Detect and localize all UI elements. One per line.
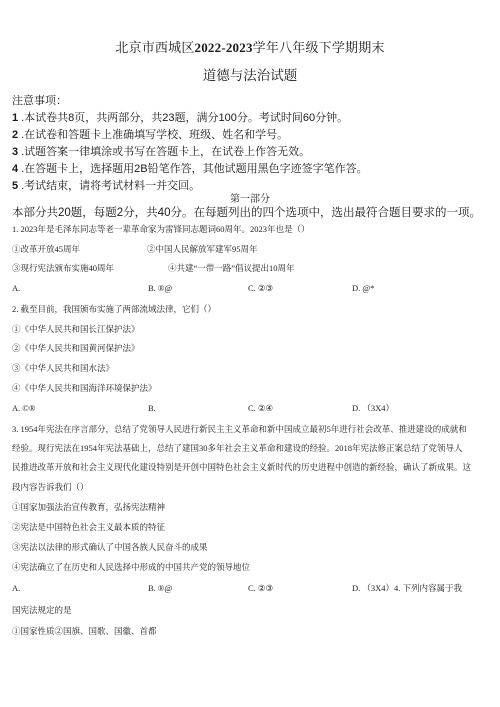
note-item — [12, 129, 288, 141]
note-item-text: .在试卷和答题卡上准确填写学校、班级、姓名和学号。 — [21, 129, 289, 141]
question-3-stem-line: 段内容告诉我们（） — [12, 482, 89, 492]
question-3-stem-line: 经验。现行宪法在1954年宪法基础上，总结了建国30多年社会主义革命和建设的经验。2018年宪法修正案总结了党领导人 — [12, 443, 463, 453]
question-2-stem: 2. 截至目前，我国颁布实施了两部流域法律，它们（） — [12, 304, 217, 314]
question-1-choice-a: A. — [12, 283, 21, 293]
title-grade-term: 学年八年级下学期期末 — [252, 40, 385, 55]
question-2-choice-b: B. — [148, 403, 156, 413]
note-item-number: 4 — [12, 163, 19, 175]
title-year: 2022-2023 — [194, 40, 253, 55]
part-instructions: 本部分共20题，每题2分，共40分。在每题列出的四个选项中，选出最符合题目要求的一项。 — [12, 207, 481, 219]
note-item-text: .本试卷共8页，共两部分，共23题，满分100分。考试时间60分钟。 — [21, 112, 349, 124]
note-item-number: 5 — [12, 180, 19, 192]
question-2-statement: ①《中华人民共和国长江保护法》 — [12, 324, 140, 334]
part-title: 第一部分 — [230, 194, 270, 205]
note-item — [12, 163, 368, 175]
question-2-statement: ④《中华人民共和国海洋环境保护法》 — [12, 383, 157, 393]
question-3-choice-d: D. （3X4）4. 下列内容属于我 — [352, 583, 463, 593]
question-3-statement: ④宪法确立了在历史和人民选择中形成的中国共产党的领导地位 — [12, 562, 251, 572]
question-1-statement: ③现行宪法颁布实施40周年 — [12, 263, 115, 273]
question-3-choice-a: A. — [12, 583, 21, 593]
note-item-number: 1 — [12, 112, 19, 124]
question-2-choice-c: C. ②④ — [248, 403, 274, 413]
question-1-stem: 1. 2023年是毛泽东同志等老一辈革命家为雷锋同志题词60周年。2023年也是（） — [12, 224, 310, 234]
document-title — [0, 41, 500, 55]
note-item-text: .试题答案一律填涂或书写在答题卡上，在试卷上作答无效。 — [21, 146, 311, 158]
note-item-text: .在答题卡上，选择题用2B铅笔作答，其他试题用黑色字迹签字笔作答。 — [21, 163, 368, 175]
notes-heading: 注意事项： — [12, 95, 67, 107]
note-item-text: .考试结束，请将考试材料一并交回。 — [21, 180, 201, 192]
question-2-statement: ③《中华人民共和国水法》 — [12, 363, 115, 373]
question-1-statement: ④共建“一带一路”倡议提出10周年 — [168, 263, 295, 273]
note-item-number: 3 — [12, 146, 19, 158]
question-1-statement: ②中国人民解放军建军95周年 — [147, 244, 258, 254]
question-3-choice-c: C. ②③ — [248, 583, 274, 593]
question-2-statement: ②《中华人民共和国黄河保护法》 — [12, 343, 140, 353]
title-region: 北京市西城区 — [115, 40, 195, 55]
question-1-choice-d: D. @* — [352, 283, 375, 293]
note-item-number: 2 — [12, 129, 19, 141]
question-3-stem-line: 3. 1954年宪法在序言部分，总结了党领导人民进行新民主主义革命和新中国成立最初5年进行社会改革、推进建设的成就和 — [12, 424, 467, 434]
question-3-statement: ③宪法以法律的形式确认了中国各族人民奋斗的成果 — [12, 542, 208, 552]
question-3-stem-line: 民推进改革开放和社会主义现代化建设特别是开创中国特色社会主义新时代的历史进程中创造的新经验，确认了新成果。这 — [12, 462, 472, 472]
question-1-choice-c: C. ②③ — [248, 283, 274, 293]
document-subtitle: 道德与法治试题 — [202, 68, 298, 83]
note-item — [12, 180, 200, 192]
question-2-choice-a: A. ©® — [12, 403, 36, 413]
question-3-statement: ①国家加强法治宣传教育，弘扬宪法精神 — [12, 502, 166, 512]
question-4-statements: ①国家性质②国旗、国歌、国徽、首都 — [12, 626, 157, 636]
note-item — [12, 146, 310, 158]
question-3-choice-b: B. ®@ — [148, 583, 173, 593]
question-1-choice-b: B. ®@ — [148, 283, 173, 293]
question-2-choice-d: D. （3X4） — [352, 403, 395, 413]
question-1-statement: ①改革开放45周年 — [12, 244, 81, 254]
note-item — [12, 112, 348, 124]
question-4-stem-continued: 国宪法规定的是 — [12, 605, 72, 615]
question-3-statement: ②宪法是中国特色社会主义最本质的特征 — [12, 522, 166, 532]
